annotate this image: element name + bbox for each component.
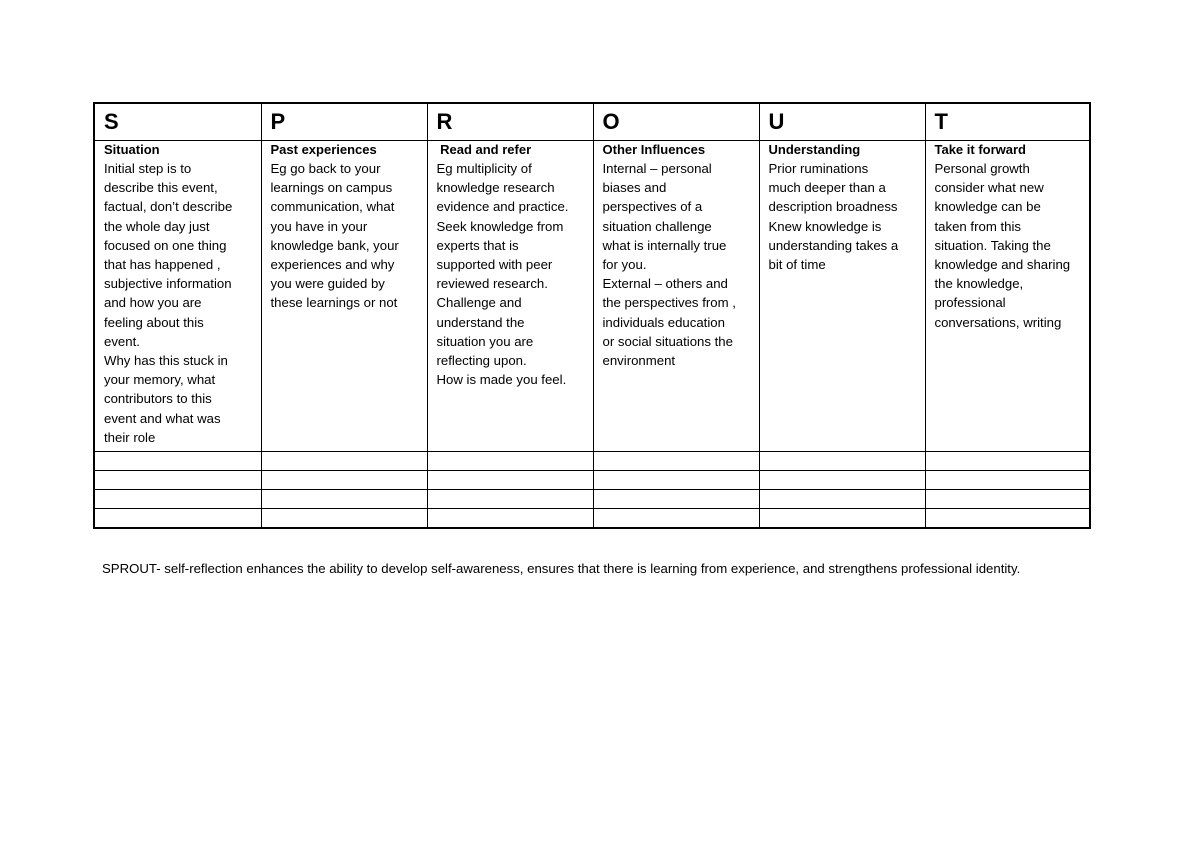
- header-past-experiences: Past experiences: [261, 141, 427, 160]
- content-row: [94, 159, 1090, 452]
- blank-cell: [759, 509, 925, 529]
- content-read-and-refer: Eg multiplicity of knowledge research evidence and practice. Seek knowledge from experts that is supported with peer reviewed research. Challenge and understand the situation you are reflecting upon. How is made you feel.: [427, 159, 593, 452]
- blank-cell: [427, 452, 593, 471]
- blank-cell: [94, 509, 261, 529]
- letter-t: T: [925, 103, 1090, 141]
- blank-cell: [759, 490, 925, 509]
- blank-cell: [759, 452, 925, 471]
- footer-note: SPROUT- self-reflection enhances the ability to develop self-awareness, ensures that there is learning from experience, and strengthens professional identity.: [102, 561, 1021, 576]
- content-take-it-forward: Personal growth consider what new knowledge can be taken from this situation. Taking the knowledge and sharing the knowledge, professional conversations, writing: [925, 159, 1090, 452]
- blank-cell: [593, 490, 759, 509]
- header-understanding: Understanding: [759, 141, 925, 160]
- blank-cell: [427, 471, 593, 490]
- blank-cell: [94, 452, 261, 471]
- letter-r: R: [427, 103, 593, 141]
- content-other-influences: Internal – personal biases and perspectives of a situation challenge what is internally true for you. External – others and the perspectives from , individuals education or social situations the environment: [593, 159, 759, 452]
- letter-u: U: [759, 103, 925, 141]
- blank-cell: [261, 490, 427, 509]
- blank-cell: [925, 452, 1090, 471]
- sprout-table: [93, 102, 1091, 529]
- blank-cell: [94, 490, 261, 509]
- blank-cell: [427, 490, 593, 509]
- header-other-influences: Other Influences: [593, 141, 759, 160]
- blank-cell: [94, 471, 261, 490]
- header-take-it-forward: Take it forward: [925, 141, 1090, 160]
- letter-s: S: [94, 103, 261, 141]
- blank-cell: [427, 509, 593, 529]
- blank-cell: [261, 452, 427, 471]
- blank-row: [94, 471, 1090, 490]
- content-situation: Initial step is to describe this event, factual, don’t describe the whole day just focused on one thing that has happened , subjective information and how you are feeling about this event. Why has this stuck in your memory, what contributors to this event and what was their role: [94, 159, 261, 452]
- blank-row: [94, 452, 1090, 471]
- content-understanding: Prior ruminations much deeper than a description broadness Knew knowledge is understanding takes a bit of time: [759, 159, 925, 452]
- blank-row: [94, 509, 1090, 529]
- letter-row: [94, 103, 1090, 141]
- header-read-and-refer: Read and refer: [427, 141, 593, 160]
- blank-cell: [593, 452, 759, 471]
- letter-p: P: [261, 103, 427, 141]
- header-situation: Situation: [94, 141, 261, 160]
- blank-cell: [925, 509, 1090, 529]
- blank-cell: [593, 509, 759, 529]
- blank-cell: [925, 471, 1090, 490]
- blank-cell: [593, 471, 759, 490]
- header-row: [94, 141, 1090, 160]
- blank-cell: [925, 490, 1090, 509]
- content-past-experiences: Eg go back to your learnings on campus communication, what you have in your knowledge bank, your experiences and why you were guided by these learnings or not: [261, 159, 427, 452]
- letter-o: O: [593, 103, 759, 141]
- blank-cell: [759, 471, 925, 490]
- blank-row: [94, 490, 1090, 509]
- blank-cell: [261, 509, 427, 529]
- blank-cell: [261, 471, 427, 490]
